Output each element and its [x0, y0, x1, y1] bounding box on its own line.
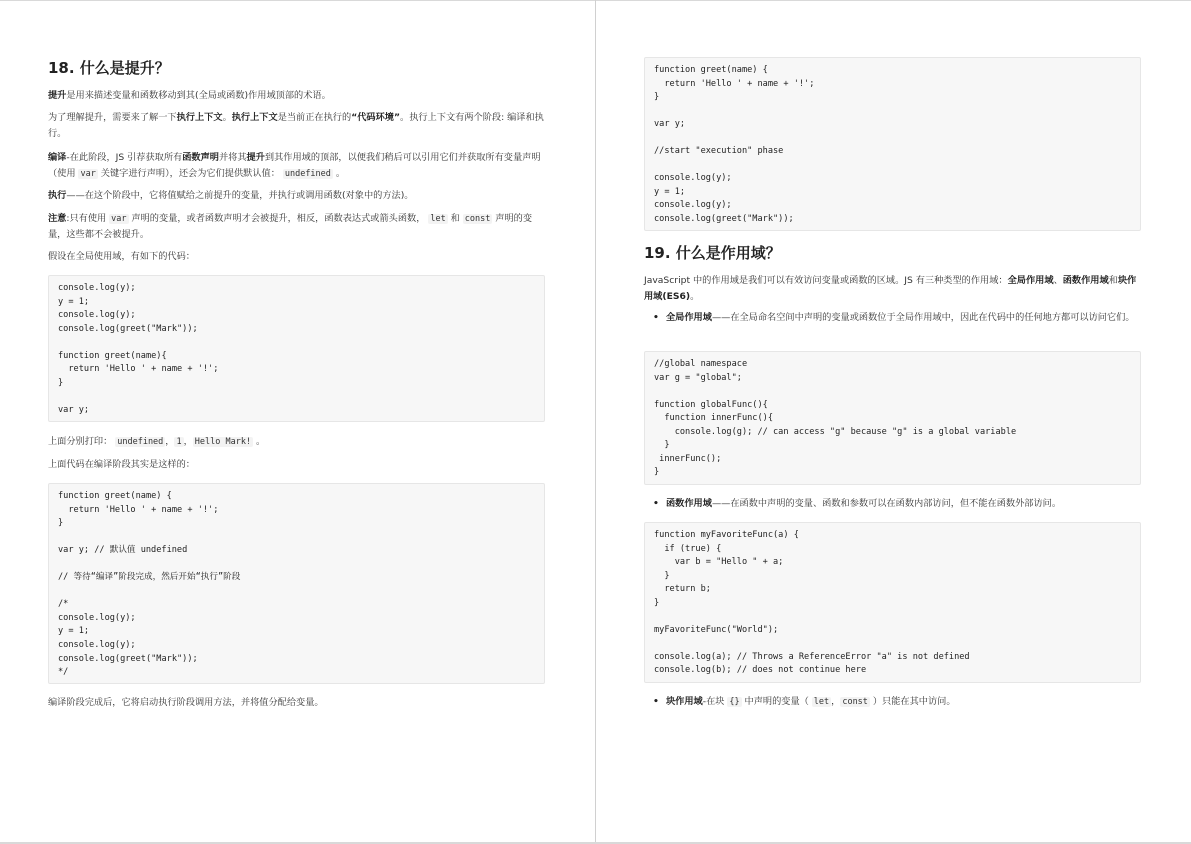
code-block-compile-phase: function greet(name) { return 'Hello ' + name + '!'; } var y; // 默认值 undefined // 等待“编译”阶段完成，然后开始“执行”阶段 /* console.log(y); y = 1; console.log(y); console.log(greet("Mark")); */ [48, 483, 545, 684]
code-block-function-scope: function myFavoriteFunc(a) { if (true) { var b = "Hello " + a; } return b; } myFavoriteFunc("World"); console.log(a); // Throws a ReferenceError "a" is not defined console.log(b); // does not continue here [644, 522, 1141, 683]
paragraph-compile-phase: 编译-在此阶段，JS 引荐获取所有函数声明并将其提升到其作用域的顶部，以便我们稍后可以引用它们并获取所有变量声明（使用 var 关键字进行声明），还会为它们提供默认值： undefined 。 [48, 152, 541, 179]
paragraph-scope-definition: JavaScript 中的作用域是我们可以有效访问变量或函数的区域。JS 有三种类型的作用域：全局作用域、函数作用域和块作用域(ES6)。 [644, 275, 1137, 302]
paragraph-after-compile: 编译阶段完成后，它将启动执行阶段调用方法，并将值分配给变量。 [48, 697, 324, 708]
paragraph-assume-global: 假设在全局使用域，有如下的代码： [48, 251, 195, 262]
paragraph-execution-context: 为了理解提升，需要来了解一下执行上下文。执行上下文是当前正在执行的“代码环境”。执行上下文有两个阶段: 编译和执行。 [48, 112, 544, 139]
list-item: • 函数作用域——在函数中声明的变量、函数和参数可以在函数内部访问，但不能在函数外部访问。 [644, 496, 1141, 512]
list-item: • 全局作用域——在全局命名空间中声明的变量或函数位于全局作用域中，因此在代码中的任何地方都可以访问它们。 [644, 310, 1141, 326]
code-block-hoisting-example: console.log(y); y = 1; console.log(y); console.log(greet("Mark")); function greet(name){ return 'Hello ' + name + '!'; } var y; [48, 275, 545, 422]
code-block-global-scope: //global namespace var g = "global"; function globalFunc(){ function innerFunc(){ console.log(g); // can access "g" because "g" is a global variable } innerFunc(); } [644, 351, 1141, 485]
bullet-function-scope [644, 496, 1141, 512]
page-divider [595, 0, 596, 844]
paragraph-hoisting-definition: 提升是用来描述变量和函数移动到其(全局或函数)作用域顶部的术语。 [48, 90, 331, 101]
paragraph-note: 注意:只有使用 var 声明的变量，或者函数声明才会被提升，相反，函数表达式或箭头函数， let 和 const 声明的变量，这些都不会被提升。 [48, 213, 533, 240]
bullet-block-scope [644, 694, 1141, 710]
paragraph-execute-phase: 执行——在这个阶段中，它将值赋给之前提升的变量，并执行或调用函数(对象中的方法)。 [48, 190, 414, 201]
section-19-heading: 19. 什么是作用域？ [644, 244, 781, 262]
paragraph-output: 上面分别打印： undefined ， 1 ， Hello Mark! 。 [48, 436, 266, 447]
bullet-global-scope [644, 310, 1141, 326]
code-block-execution-phase: function greet(name) { return 'Hello ' + name + '!'; } var y; //start "execution" phase console.log(y); y = 1; console.log(y); console.log(greet("Mark")); [644, 57, 1141, 231]
list-item: • 块作用域-在块 {} 中声明的变量（ let ， const ）只能在其中访问。 [644, 694, 1141, 710]
paragraph-compile-view: 上面代码在编译阶段其实是这样的： [48, 459, 195, 470]
section-18-heading: 18. 什么是提升？ [48, 59, 170, 77]
